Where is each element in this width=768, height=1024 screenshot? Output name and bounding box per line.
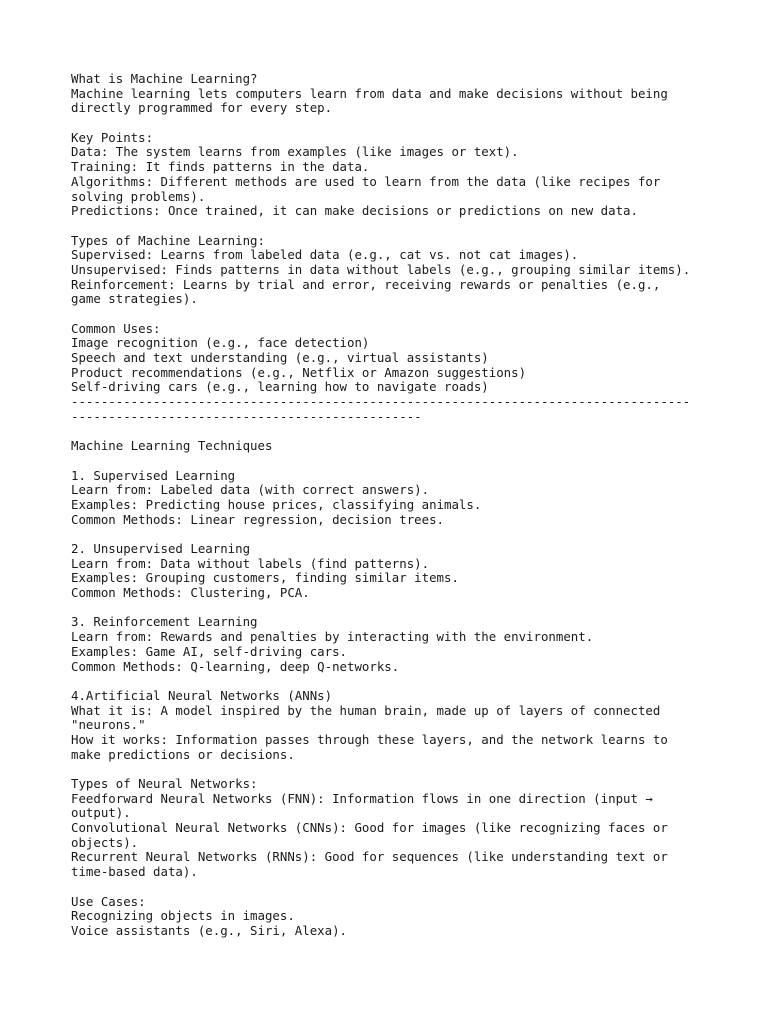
use-case-item: Recognizing objects in images. xyxy=(71,908,295,924)
nn-type-item: time-based data). xyxy=(71,864,198,880)
blank-line xyxy=(71,454,731,469)
ann-line: How it works: Information passes through these layers, and the network learns to xyxy=(71,731,668,747)
nn-types-section xyxy=(71,777,731,880)
key-point-item: Algorithms: Different methods are used to learn from the data (like recipes for xyxy=(71,173,661,189)
common-uses-heading: Common Uses: xyxy=(71,320,161,336)
ann-line: "neurons." xyxy=(71,717,146,733)
unsupervised-line: Common Methods: Clustering, PCA. xyxy=(71,585,310,601)
dashed-divider xyxy=(71,395,731,424)
blank-line xyxy=(71,219,731,234)
reinforcement-line: Examples: Game AI, self-driving cars. xyxy=(71,643,348,659)
ml-type-item: game strategies). xyxy=(71,291,198,307)
ml-type-item: Reinforcement: Learns by trial and error, receiving rewards or penalties (e.g., xyxy=(71,276,661,292)
reinforcement-heading: 3. Reinforcement Learning xyxy=(71,614,258,630)
nn-types-heading: Types of Neural Networks: xyxy=(71,776,258,791)
key-points-heading: Key Points: xyxy=(71,129,154,145)
key-point-item: solving problems). xyxy=(71,188,206,204)
ml-types-section xyxy=(71,234,731,307)
ann-line: What it is: A model inspired by the human brain, made up of layers of connected xyxy=(71,702,661,718)
supervised-line: Examples: Predicting house prices, classifying animals. xyxy=(71,496,482,512)
blank-line xyxy=(71,762,731,777)
blank-line xyxy=(71,425,731,440)
common-use-item: Speech and text understanding (e.g., virtual assistants) xyxy=(71,350,489,366)
common-use-item: Self-driving cars (e.g., learning how to navigate roads) xyxy=(71,379,489,395)
divider-line: ----------------------------------------------- xyxy=(71,408,422,424)
key-point-item: Data: The system learns from examples (like images or text). xyxy=(71,144,519,160)
unsupervised-line: Examples: Grouping customers, finding similar items. xyxy=(71,570,459,586)
use-case-item: Voice assistants (e.g., Siri, Alexa). xyxy=(71,922,348,938)
key-point-item: Training: It finds patterns in the data. xyxy=(71,159,370,175)
ann-line: make predictions or decisions. xyxy=(71,746,295,762)
nn-type-item: Feedforward Neural Networks (FNN): Information flows in one direction (input → xyxy=(71,790,653,806)
blank-line xyxy=(71,674,731,689)
common-use-item: Image recognition (e.g., face detection) xyxy=(71,335,370,351)
blank-line xyxy=(71,307,731,322)
intro-section xyxy=(71,72,731,116)
ml-types-heading: Types of Machine Learning: xyxy=(71,232,265,248)
blank-line xyxy=(71,527,731,542)
divider-line: ----------------------------------------------------------------------------------- xyxy=(71,394,691,410)
ml-type-item: Unsupervised: Finds patterns in data without labels (e.g., grouping similar items). xyxy=(71,261,691,277)
ann-heading: 4.Artificial Neural Networks (ANNs) xyxy=(71,687,333,703)
nn-type-item: objects). xyxy=(71,834,139,850)
key-point-item: Predictions: Once trained, it can make decisions or predictions on new data. xyxy=(71,203,638,219)
supervised-heading: 1. Supervised Learning xyxy=(71,467,236,483)
use-cases-section xyxy=(71,895,731,939)
blank-line xyxy=(71,880,731,895)
common-use-item: Product recommendations (e.g., Netflix or Amazon suggestions) xyxy=(71,364,527,380)
nn-type-item: Convolutional Neural Networks (CNNs): Good for images (like recognizing faces or xyxy=(71,820,668,836)
unsupervised-section xyxy=(71,542,731,601)
blank-line xyxy=(71,116,731,131)
reinforcement-line: Learn from: Rewards and penalties by interacting with the environment. xyxy=(71,629,594,645)
intro-title: What is Machine Learning? xyxy=(71,71,258,86)
key-points-section xyxy=(71,131,731,219)
intro-body-line: Machine learning lets computers learn from data and make decisions without being xyxy=(71,85,668,101)
intro-body-line: directly programmed for every step. xyxy=(71,100,333,116)
common-uses-section xyxy=(71,322,731,395)
ml-type-item: Supervised: Learns from labeled data (e.g., cat vs. not cat images). xyxy=(71,247,579,263)
reinforcement-section xyxy=(71,615,731,674)
unsupervised-line: Learn from: Data without labels (find patterns). xyxy=(71,555,430,571)
reinforcement-line: Common Methods: Q-learning, deep Q-networks. xyxy=(71,658,400,674)
supervised-section xyxy=(71,469,731,528)
nn-type-item: output). xyxy=(71,805,131,821)
blank-line xyxy=(71,601,731,616)
unsupervised-heading: 2. Unsupervised Learning xyxy=(71,541,251,556)
nn-type-item: Recurrent Neural Networks (RNNs): Good for sequences (like understanding text or xyxy=(71,849,668,865)
ann-section xyxy=(71,689,731,762)
document-page xyxy=(71,72,731,939)
techniques-heading: Machine Learning Techniques xyxy=(71,438,273,454)
use-cases-heading: Use Cases: xyxy=(71,893,146,909)
supervised-line: Learn from: Labeled data (with correct answers). xyxy=(71,482,430,498)
supervised-line: Common Methods: Linear regression, decision trees. xyxy=(71,511,444,527)
